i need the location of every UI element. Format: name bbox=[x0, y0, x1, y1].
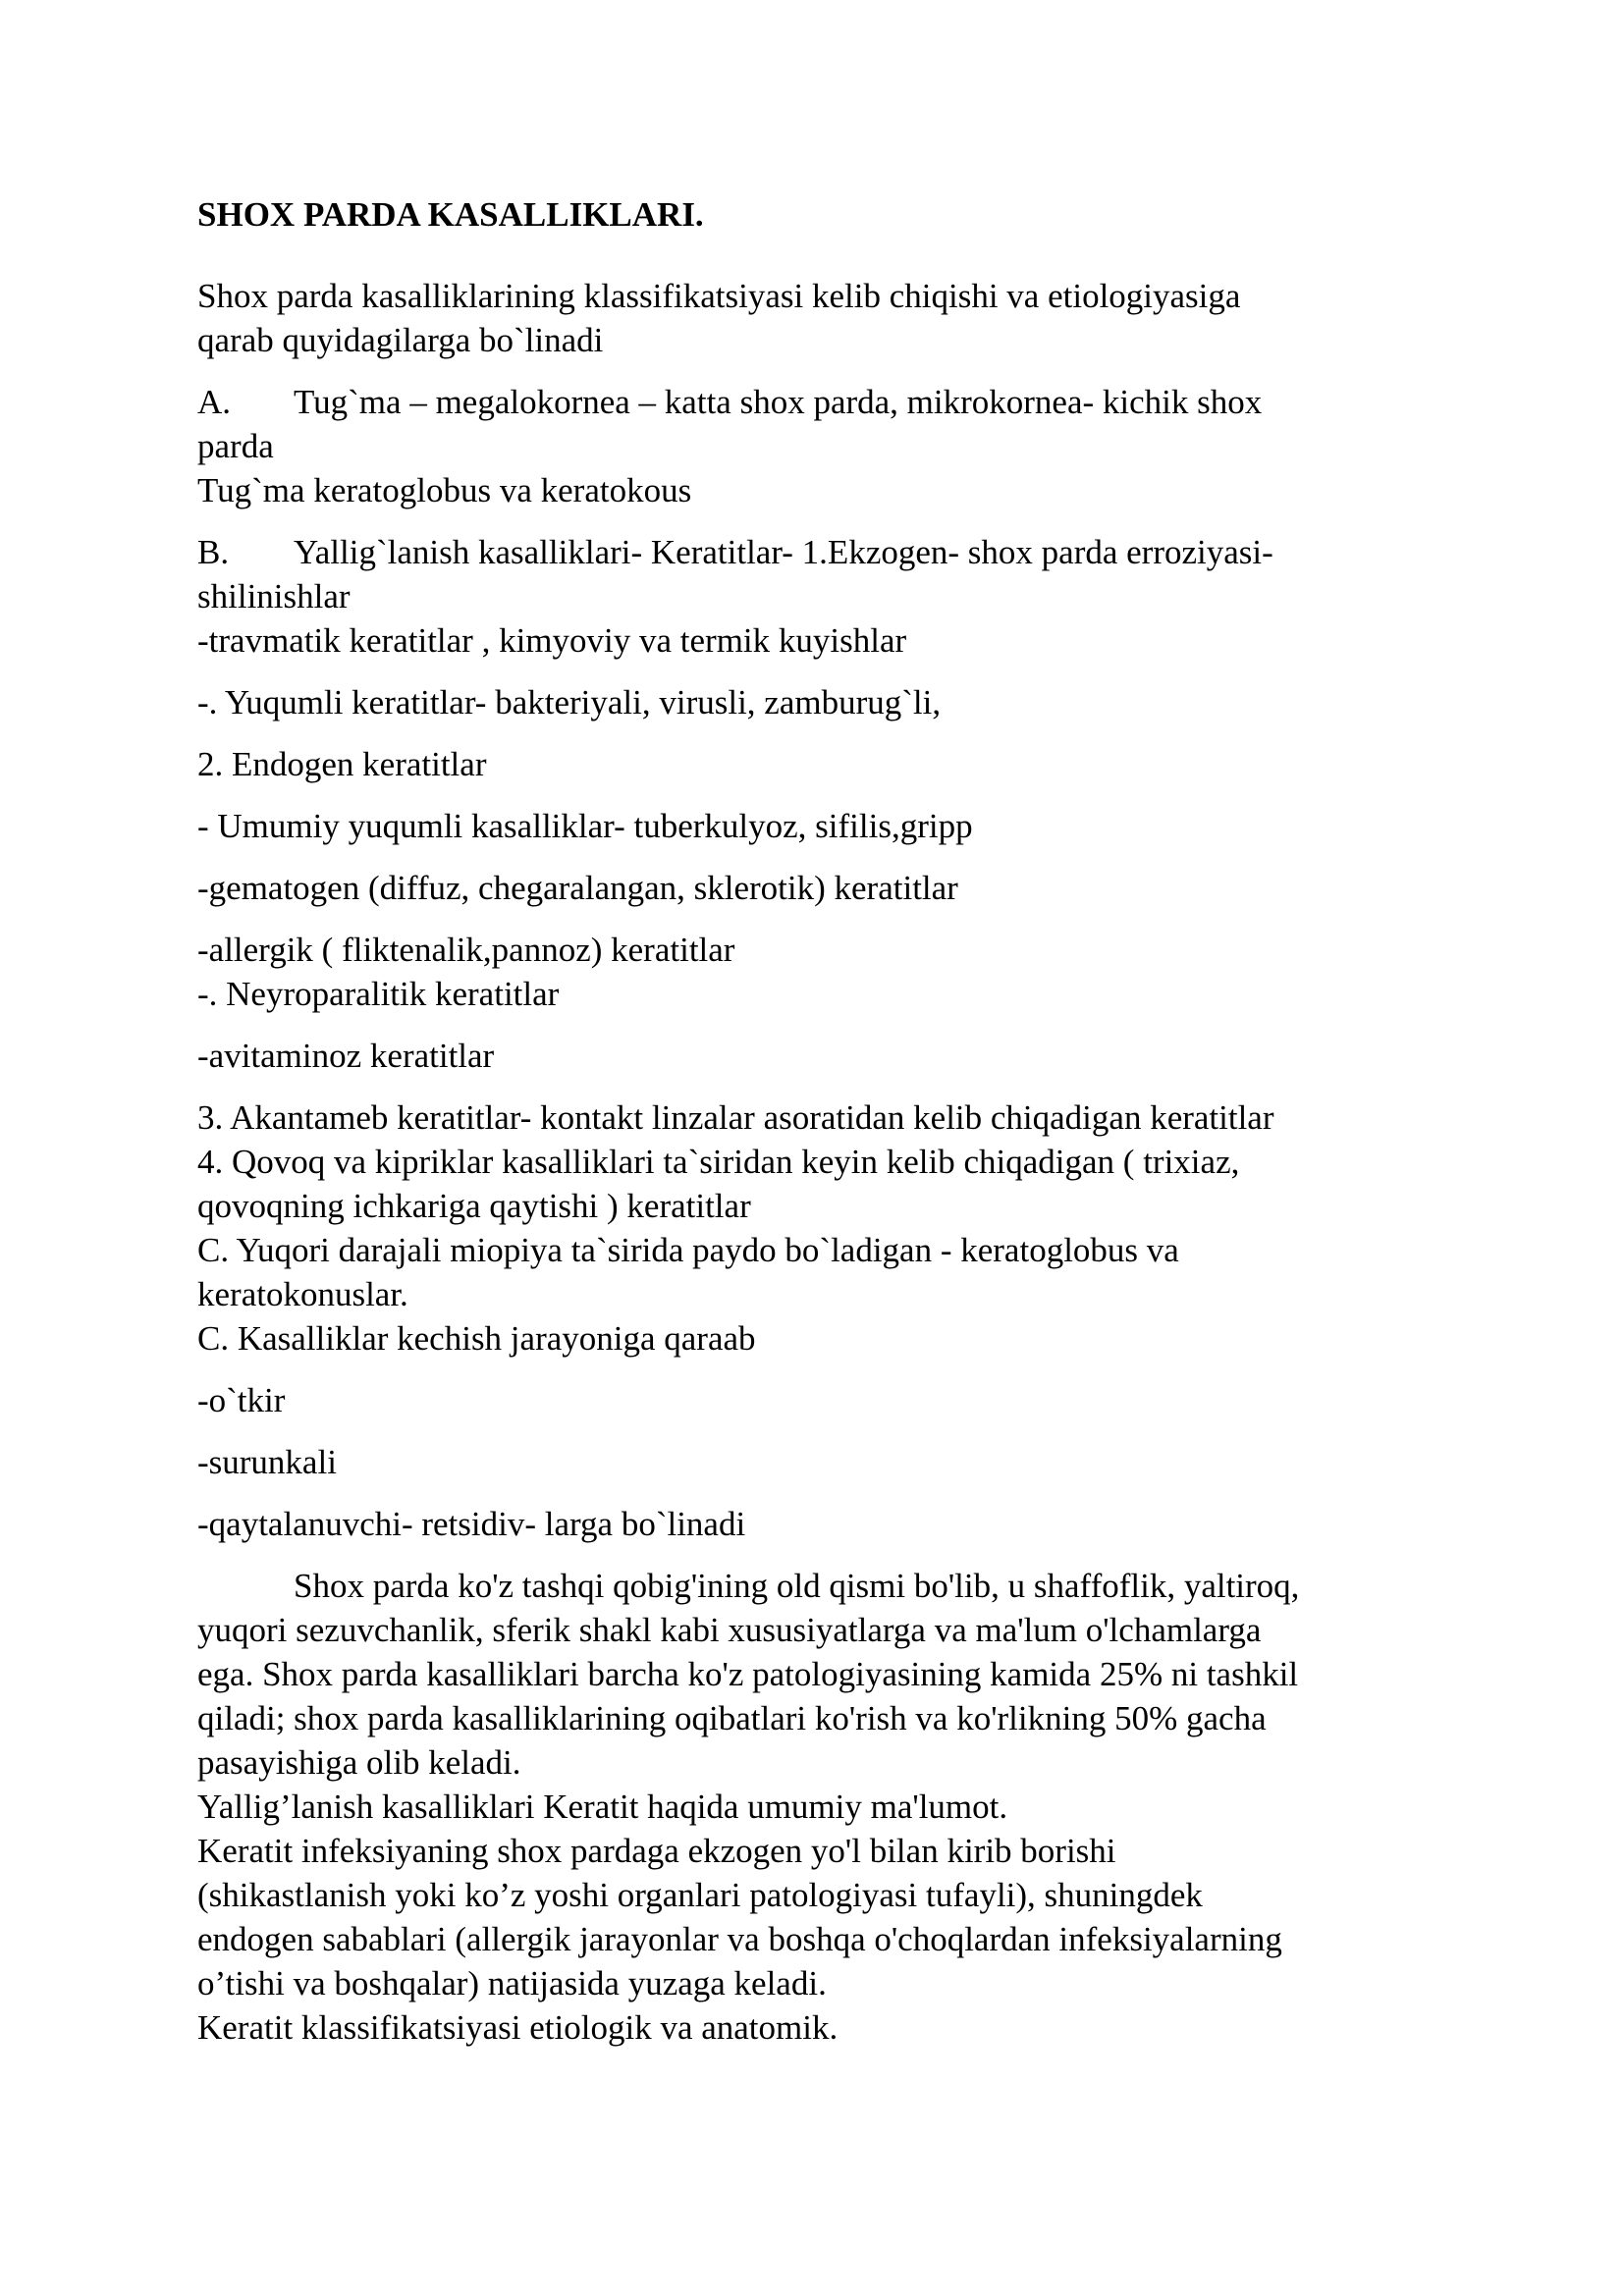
intro-line: Shox parda kasalliklarining klassifikatsiyasi kelib chiqishi va etiologiyasiga bbox=[197, 277, 1241, 315]
paragraph-line: yuqori sezuvchanlik, sferik shakl kabi xususiyatlarga va ma'lum o'lchamlarga bbox=[197, 1611, 1262, 1649]
section-b-text: Yallig`lanish kasalliklari- Keratitlar- 1.Ekzogen- shox parda erroziyasi- bbox=[294, 533, 1273, 571]
section-a-line: Tug`ma keratoglobus va keratokous bbox=[197, 471, 692, 509]
list-item: qovoqning ichkariga qaytishi ) keratitlar bbox=[197, 1187, 751, 1225]
paragraph-line: o’tishi va boshqalar) natijasida yuzaga keladi. bbox=[197, 1964, 827, 2002]
list-item: -surunkali bbox=[197, 1443, 337, 1481]
list-item: - Umumiy yuqumli kasalliklar- tuberkulyoz, sifilis,gripp bbox=[197, 807, 973, 845]
paragraph-line: ega. Shox parda kasalliklari barcha ko'z patologiyasining kamida 25% ni tashkil bbox=[197, 1655, 1299, 1693]
list-item: -avitaminoz keratitlar bbox=[197, 1037, 495, 1075]
paragraph-line: (shikastlanish yoki ko’z yoshi organlari patologiyasi tufayli), shuningdek bbox=[197, 1876, 1203, 1914]
list-item: -allergik ( fliktenalik,pannoz) keratitlar bbox=[197, 931, 735, 969]
paragraph-line: pasayishiga olib keladi. bbox=[197, 1743, 521, 1782]
intro-line: qarab quyidagilarga bo`linadi bbox=[197, 321, 604, 359]
section-c-line: C. Kasalliklar kechish jarayoniga qaraab bbox=[197, 1319, 756, 1358]
section-a-line: parda bbox=[197, 427, 274, 465]
section-c-line: keratokonuslar. bbox=[197, 1275, 408, 1313]
document-title: SHOX PARDA KASALLIKLARI. bbox=[197, 195, 704, 234]
list-item: 2. Endogen keratitlar bbox=[197, 745, 487, 783]
section-a-text: Tug`ma – megalokornea – katta shox parda, mikrokornea- kichik shox bbox=[294, 383, 1263, 421]
list-item: -. Yuqumli keratitlar- bakteriyali, virusli, zamburug`li, bbox=[197, 683, 942, 721]
list-item: -gematogen (diffuz, chegaralangan, sklerotik) keratitlar bbox=[197, 869, 958, 907]
section-b-line: shilinishlar bbox=[197, 577, 351, 615]
document-body bbox=[197, 192, 1459, 2050]
section-c-line: C. Yuqori darajali miopiya ta`sirida paydo bo`ladigan - keratoglobus va bbox=[197, 1231, 1179, 1269]
paragraph-line: qiladi; shox parda kasalliklarining oqibatlari ko'rish va ko'rlikning 50% gacha bbox=[197, 1699, 1267, 1737]
list-item: -. Neyroparalitik keratitlar bbox=[197, 975, 560, 1013]
paragraph-line: Keratit infeksiyaning shox pardaga ekzogen yo'l bilan kirib borishi bbox=[197, 1832, 1116, 1870]
section-a-line bbox=[197, 380, 1459, 424]
list-item: -o`tkir bbox=[197, 1381, 286, 1419]
section-b-line bbox=[197, 530, 1459, 574]
paragraph-line: Yallig’lanish kasalliklari Keratit haqida umumiy ma'lumot. bbox=[197, 1788, 1008, 1826]
section-a-label: A. bbox=[197, 383, 232, 421]
paragraph-line: Keratit klassifikatsiyasi etiologik va anatomik. bbox=[197, 2008, 839, 2047]
section-b-line: -travmatik keratitlar , kimyoviy va termik kuyishlar bbox=[197, 621, 907, 660]
paragraph-line: Shox parda ko'z tashqi qobig'ining old qismi bo'lib, u shaffoflik, yaltiroq, bbox=[294, 1567, 1300, 1605]
paragraph-line: endogen sabablari (allergik jarayonlar va boshqa o'choqlardan infeksiyalarning bbox=[197, 1920, 1282, 1958]
list-item: -qaytalanuvchi- retsidiv- larga bo`linadi bbox=[197, 1505, 746, 1543]
list-item: 3. Akantameb keratitlar- kontakt linzalar asoratidan kelib chiqadigan keratitlar bbox=[197, 1098, 1274, 1137]
list-item: 4. Qovoq va kipriklar kasalliklari ta`siridan keyin kelib chiqadigan ( trixiaz, bbox=[197, 1143, 1240, 1181]
section-b-label: B. bbox=[197, 533, 230, 571]
